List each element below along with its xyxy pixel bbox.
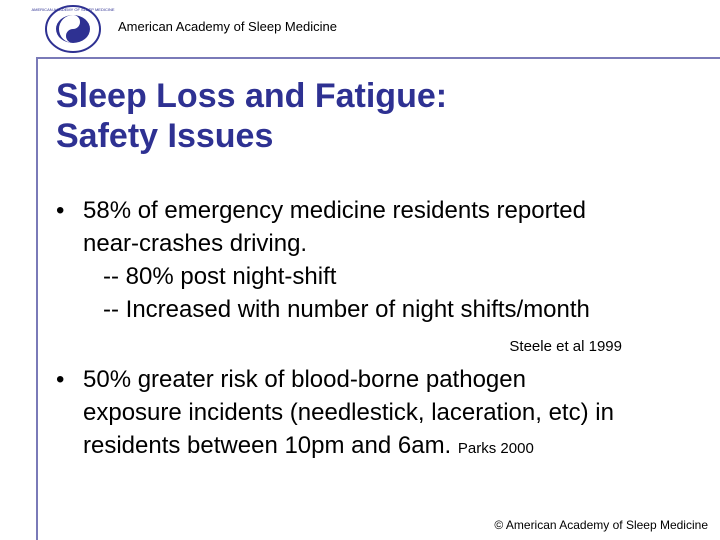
bullet-2-line-1: 50% greater risk of blood-borne pathogen xyxy=(83,366,526,393)
bullet-1-symbol: • xyxy=(56,197,65,224)
side-rule xyxy=(36,57,38,540)
bullet-1-line-3: -- 80% post night-shift xyxy=(83,263,337,290)
bullet-1-line-2: near-crashes driving. xyxy=(83,230,308,257)
bullet-2-line-2: exposure incidents (needlestick, laceration, etc) in xyxy=(83,399,614,426)
title-line-2: Safety Issues xyxy=(56,117,274,155)
bullet-1-line-4: -- Increased with number of night shifts/month xyxy=(83,296,590,323)
logo-label: AMERICAN ACADEMY OF SLEEP MEDICINE xyxy=(31,7,115,12)
aasm-logo xyxy=(31,4,115,54)
citation-steele: Steele et al 1999 xyxy=(509,338,622,355)
title-line-1: Sleep Loss and Fatigue: xyxy=(56,77,448,115)
bullet-2-line-3 xyxy=(83,429,534,465)
bullet-1-line-1: 58% of emergency medicine residents reported xyxy=(83,197,586,224)
slide-title xyxy=(56,76,447,156)
org-name: American Academy of Sleep Medicine xyxy=(118,19,337,34)
citation-parks: Parks 2000 xyxy=(457,440,534,457)
bullet-2-symbol: • xyxy=(56,366,65,393)
bullet-2-line-3-text: residents between 10pm and 6am. xyxy=(83,432,452,459)
copyright-footer: © American Academy of Sleep Medicine xyxy=(494,518,708,532)
header-rule xyxy=(36,57,720,59)
